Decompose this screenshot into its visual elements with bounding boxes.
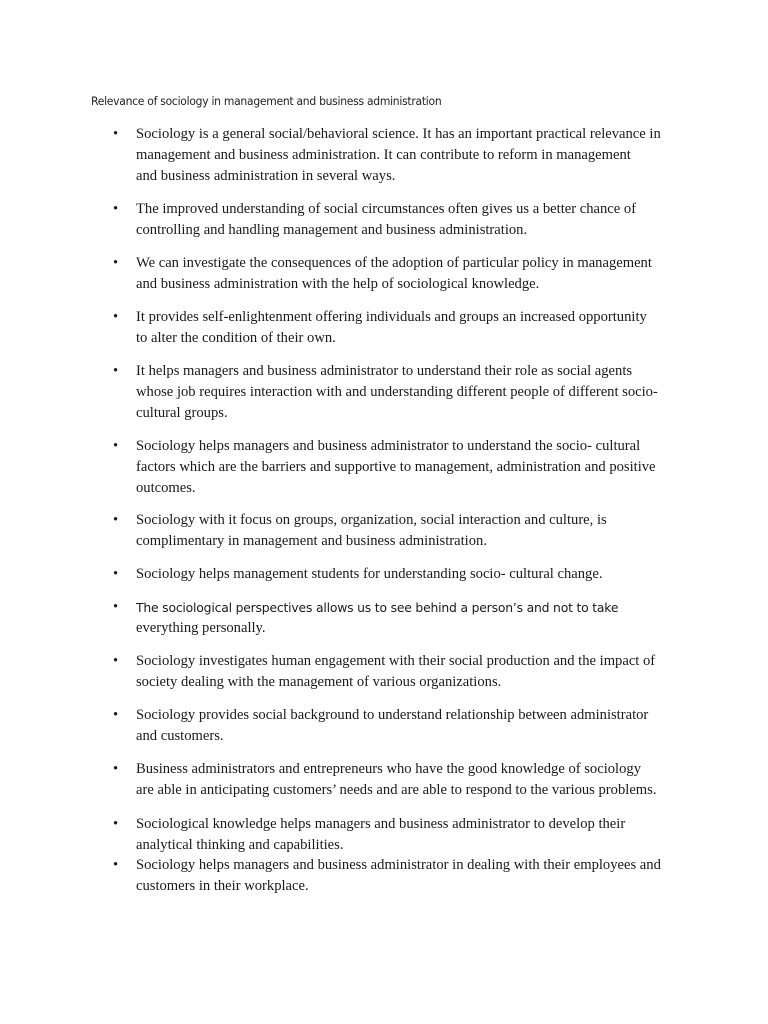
bullet-marker: • <box>113 857 119 873</box>
bullet-line: outcomes. <box>136 480 196 496</box>
bullet-marker: • <box>113 566 119 582</box>
bullet-line: Business administrators and entrepreneurs who have the good knowledge of sociology <box>136 761 641 777</box>
bullet-text <box>136 307 696 349</box>
bullet-line: are able in anticipating customers’ needs and are able to respond to the various problems. <box>136 782 657 798</box>
bullet-line: The improved understanding of social circumstances often gives us a better chance of <box>136 201 637 217</box>
bullet-line: everything personally. <box>136 620 266 636</box>
bullet-line: and customers. <box>136 728 224 744</box>
bullet-line: Sociology investigates human engagement with their social production and the impact of <box>136 653 656 669</box>
bullet-line: complimentary in management and business administration. <box>136 533 487 549</box>
bullet-marker: • <box>113 599 119 615</box>
bullet-text <box>136 436 696 499</box>
bullet-text <box>136 199 696 241</box>
bullet-line: It provides self-enlightenment offering individuals and groups an increased opportunity <box>136 309 647 325</box>
bullet-line: Sociological knowledge helps managers and business administrator to develop their <box>136 816 626 832</box>
bullet-line: Sociology is a general social/behavioral science. It has an important practical relevance in <box>136 126 661 142</box>
bullet-line: Sociology helps management students for understanding socio- cultural change. <box>136 566 603 582</box>
bullet-marker: • <box>113 761 119 777</box>
bullet-text <box>136 253 696 295</box>
bullet-text <box>136 564 696 585</box>
bullet-line: and business administration in several ways. <box>136 168 396 184</box>
bullet-line: to alter the condition of their own. <box>136 330 336 346</box>
bullet-text <box>136 597 696 639</box>
bullet-text <box>136 651 696 693</box>
bullet-line: Sociology helps managers and business administrator to understand the socio- cultural <box>136 438 641 454</box>
bullet-line: Sociology helps managers and business administrator in dealing with their employees and <box>136 857 661 873</box>
bullet-text <box>136 361 696 424</box>
bullet-marker: • <box>113 707 119 723</box>
bullet-line: and business administration with the help of sociological knowledge. <box>136 276 540 292</box>
bullet-text <box>136 705 696 747</box>
bullet-text <box>136 855 696 897</box>
bullet-marker: • <box>113 255 119 271</box>
bullet-line: controlling and handling management and business administration. <box>136 222 528 238</box>
document-heading: Relevance of sociology in management and business administration <box>91 94 442 108</box>
bullet-marker: • <box>113 126 119 142</box>
bullet-line: factors which are the barriers and supportive to management, administration and positive <box>136 459 656 475</box>
bullet-line: management and business administration. It can contribute to reform in management <box>136 147 631 163</box>
bullet-line: customers in their workplace. <box>136 878 309 894</box>
bullet-line: analytical thinking and capabilities. <box>136 837 344 853</box>
bullet-marker: • <box>113 438 119 454</box>
bullet-marker: • <box>113 653 119 669</box>
bullet-line: It helps managers and business administrator to understand their role as social agents <box>136 363 633 379</box>
bullet-line: Sociology with it focus on groups, organization, social interaction and culture, is <box>136 512 607 528</box>
bullet-marker: • <box>113 512 119 528</box>
bullet-marker: • <box>113 309 119 325</box>
bullet-marker: • <box>113 201 119 217</box>
bullet-line: cultural groups. <box>136 405 228 421</box>
bullet-line: We can investigate the consequences of the adoption of particular policy in management <box>136 255 652 271</box>
bullet-line: Sociology provides social background to understand relationship between administrator <box>136 707 649 723</box>
bullet-text <box>136 124 696 187</box>
bullet-text <box>136 510 696 552</box>
bullet-line: society dealing with the management of various organizations. <box>136 674 502 690</box>
bullet-marker: • <box>113 816 119 832</box>
bullet-text <box>136 814 696 856</box>
bullet-line: The sociological perspectives allows us to see behind a person’s and not to take <box>136 600 619 615</box>
bullet-marker: • <box>113 363 119 379</box>
bullet-line: whose job requires interaction with and understanding different people of different socio- <box>136 384 658 400</box>
bullet-text <box>136 759 696 801</box>
